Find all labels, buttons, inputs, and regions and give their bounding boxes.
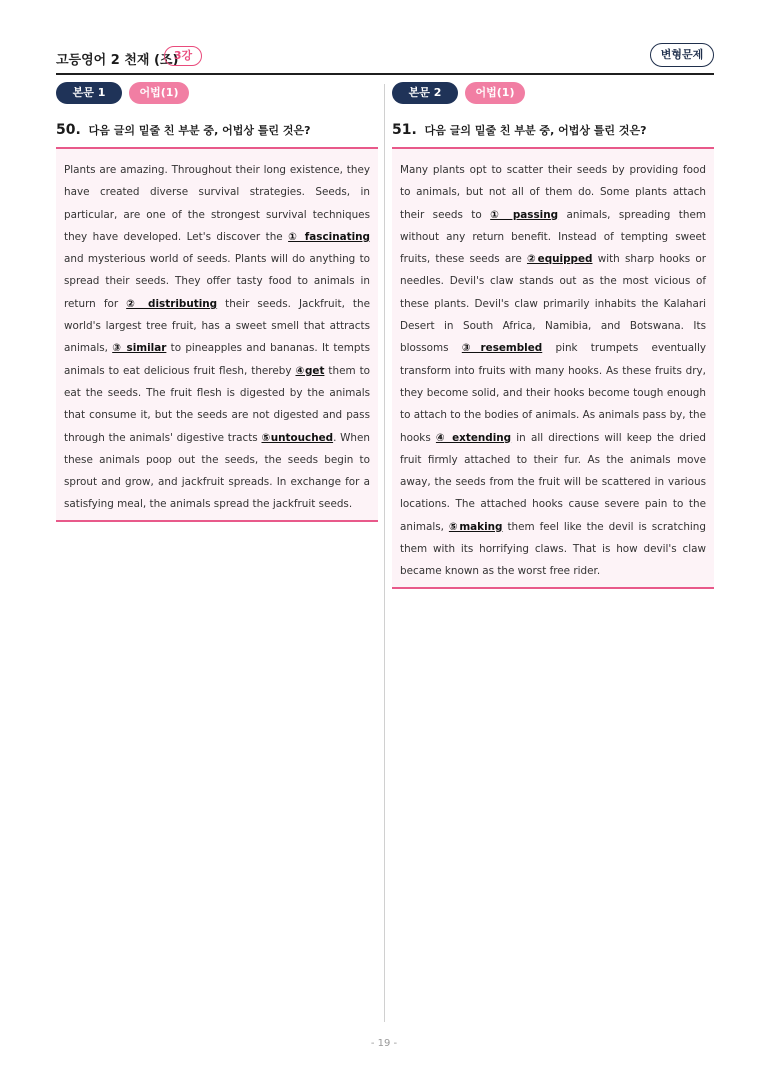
column-divider <box>384 84 385 1022</box>
passage-text: Many plants opt to scatter their seeds by providing food to animals, but not all of them do. Some plants attach their seeds to <box>400 164 706 221</box>
passage-text: with sharp hooks or needles. Devil's claw stands out as the most vicious of these plants. Devil's claw primarily inhabits the Kalahari Desert in South Africa, Namibia, and Botswana. Its blossoms <box>400 253 707 355</box>
question-text: 다음 글의 밑줄 친 부분 중, 어법상 틀린 것은? <box>424 124 647 137</box>
underlined-choice: ③ similar <box>112 342 167 355</box>
left-tags <box>56 82 378 106</box>
underlined-choice: ⑤untouched <box>261 431 334 444</box>
passage-text: and mysterious world of seeds. Plants will do anything to spread their seeds. They offer tasty food to animals in return for <box>64 253 370 310</box>
underlined-choice: ③resembled <box>461 342 543 355</box>
page-header <box>56 46 714 72</box>
passage-box <box>392 147 714 589</box>
type-tag: 어법(1) <box>465 82 525 104</box>
passage-text: them feel like the devil is scratching them with its horrifying claws. That is how devil's claw became known as the worst free rider. <box>400 520 706 578</box>
question-text: 다음 글의 밑줄 친 부분 중, 어법상 틀린 것은? <box>88 124 311 137</box>
passage-text: them to eat the seeds. The fruit flesh is digested by the animals that consume it, but the seeds are not digested and pass through the animals' digestive tracts <box>64 364 371 444</box>
section-tag: 본문 1 <box>56 82 122 104</box>
passage-text: animals, spreading them without any return benefit. Instead of tempting sweet fruits, these seeds are <box>400 208 706 266</box>
page-number: - 19 - <box>370 1038 398 1049</box>
book-title: 고등영어 2 천재 (조) <box>56 53 179 68</box>
left-column <box>56 82 378 522</box>
passage-text: Plants are amazing. Throughout their long existence, they have created diverse survival strategies. Seeds, in particular, are one of the strongest survival techniques they have developed. Let's discover the <box>64 164 370 243</box>
question-type-badge: 변형문제 <box>650 43 714 67</box>
type-tag: 어법(1) <box>129 82 189 104</box>
right-tags <box>392 82 714 106</box>
header-divider <box>56 73 714 75</box>
section-tag: 본문 2 <box>392 82 458 104</box>
passage-text: to pineapples and bananas. It tempts animals to eat delicious fruit flesh, thereby <box>64 342 371 377</box>
passage-text: in all directions will keep the dried fruit firmly attached to their fur. As the animals move away, the seeds from the fruit will be scattered in various locations. The attached hooks cause severe pain to the animals, <box>400 431 706 533</box>
question-number: 50. <box>56 122 81 138</box>
right-column <box>392 82 714 589</box>
underlined-choice: ⑤making <box>448 520 503 533</box>
passage-text: their seeds. Jackfruit, the world's largest tree fruit, has a sweet smell that attracts animals, <box>64 297 370 355</box>
question-number: 51. <box>392 122 417 138</box>
underlined-choice: ① fascinating <box>288 230 370 243</box>
underlined-choice: ②equipped <box>526 253 593 266</box>
passage-text: pink trumpets eventually transform into fruits with many hooks. As these fruits dry, they become solid, and their hooks become tough enough to attach to the bodies of animals. As animals pass by, the hooks <box>400 342 706 444</box>
underlined-choice: ① passing <box>490 208 559 221</box>
question-heading <box>392 122 714 144</box>
passage-text: . When these animals poop out the seeds, the seeds begin to sprout and grow, and jackfruit spreads. In exchange for a satisfying meal, the animals spread the jackfruit seeds. <box>64 431 370 511</box>
question-heading <box>56 122 378 144</box>
underlined-choice: ④get <box>295 364 325 377</box>
passage-box <box>56 147 378 522</box>
lesson-badge: 3강 <box>164 46 202 66</box>
underlined-choice: ④ extending <box>435 431 512 444</box>
underlined-choice: ② distributing <box>126 297 218 310</box>
